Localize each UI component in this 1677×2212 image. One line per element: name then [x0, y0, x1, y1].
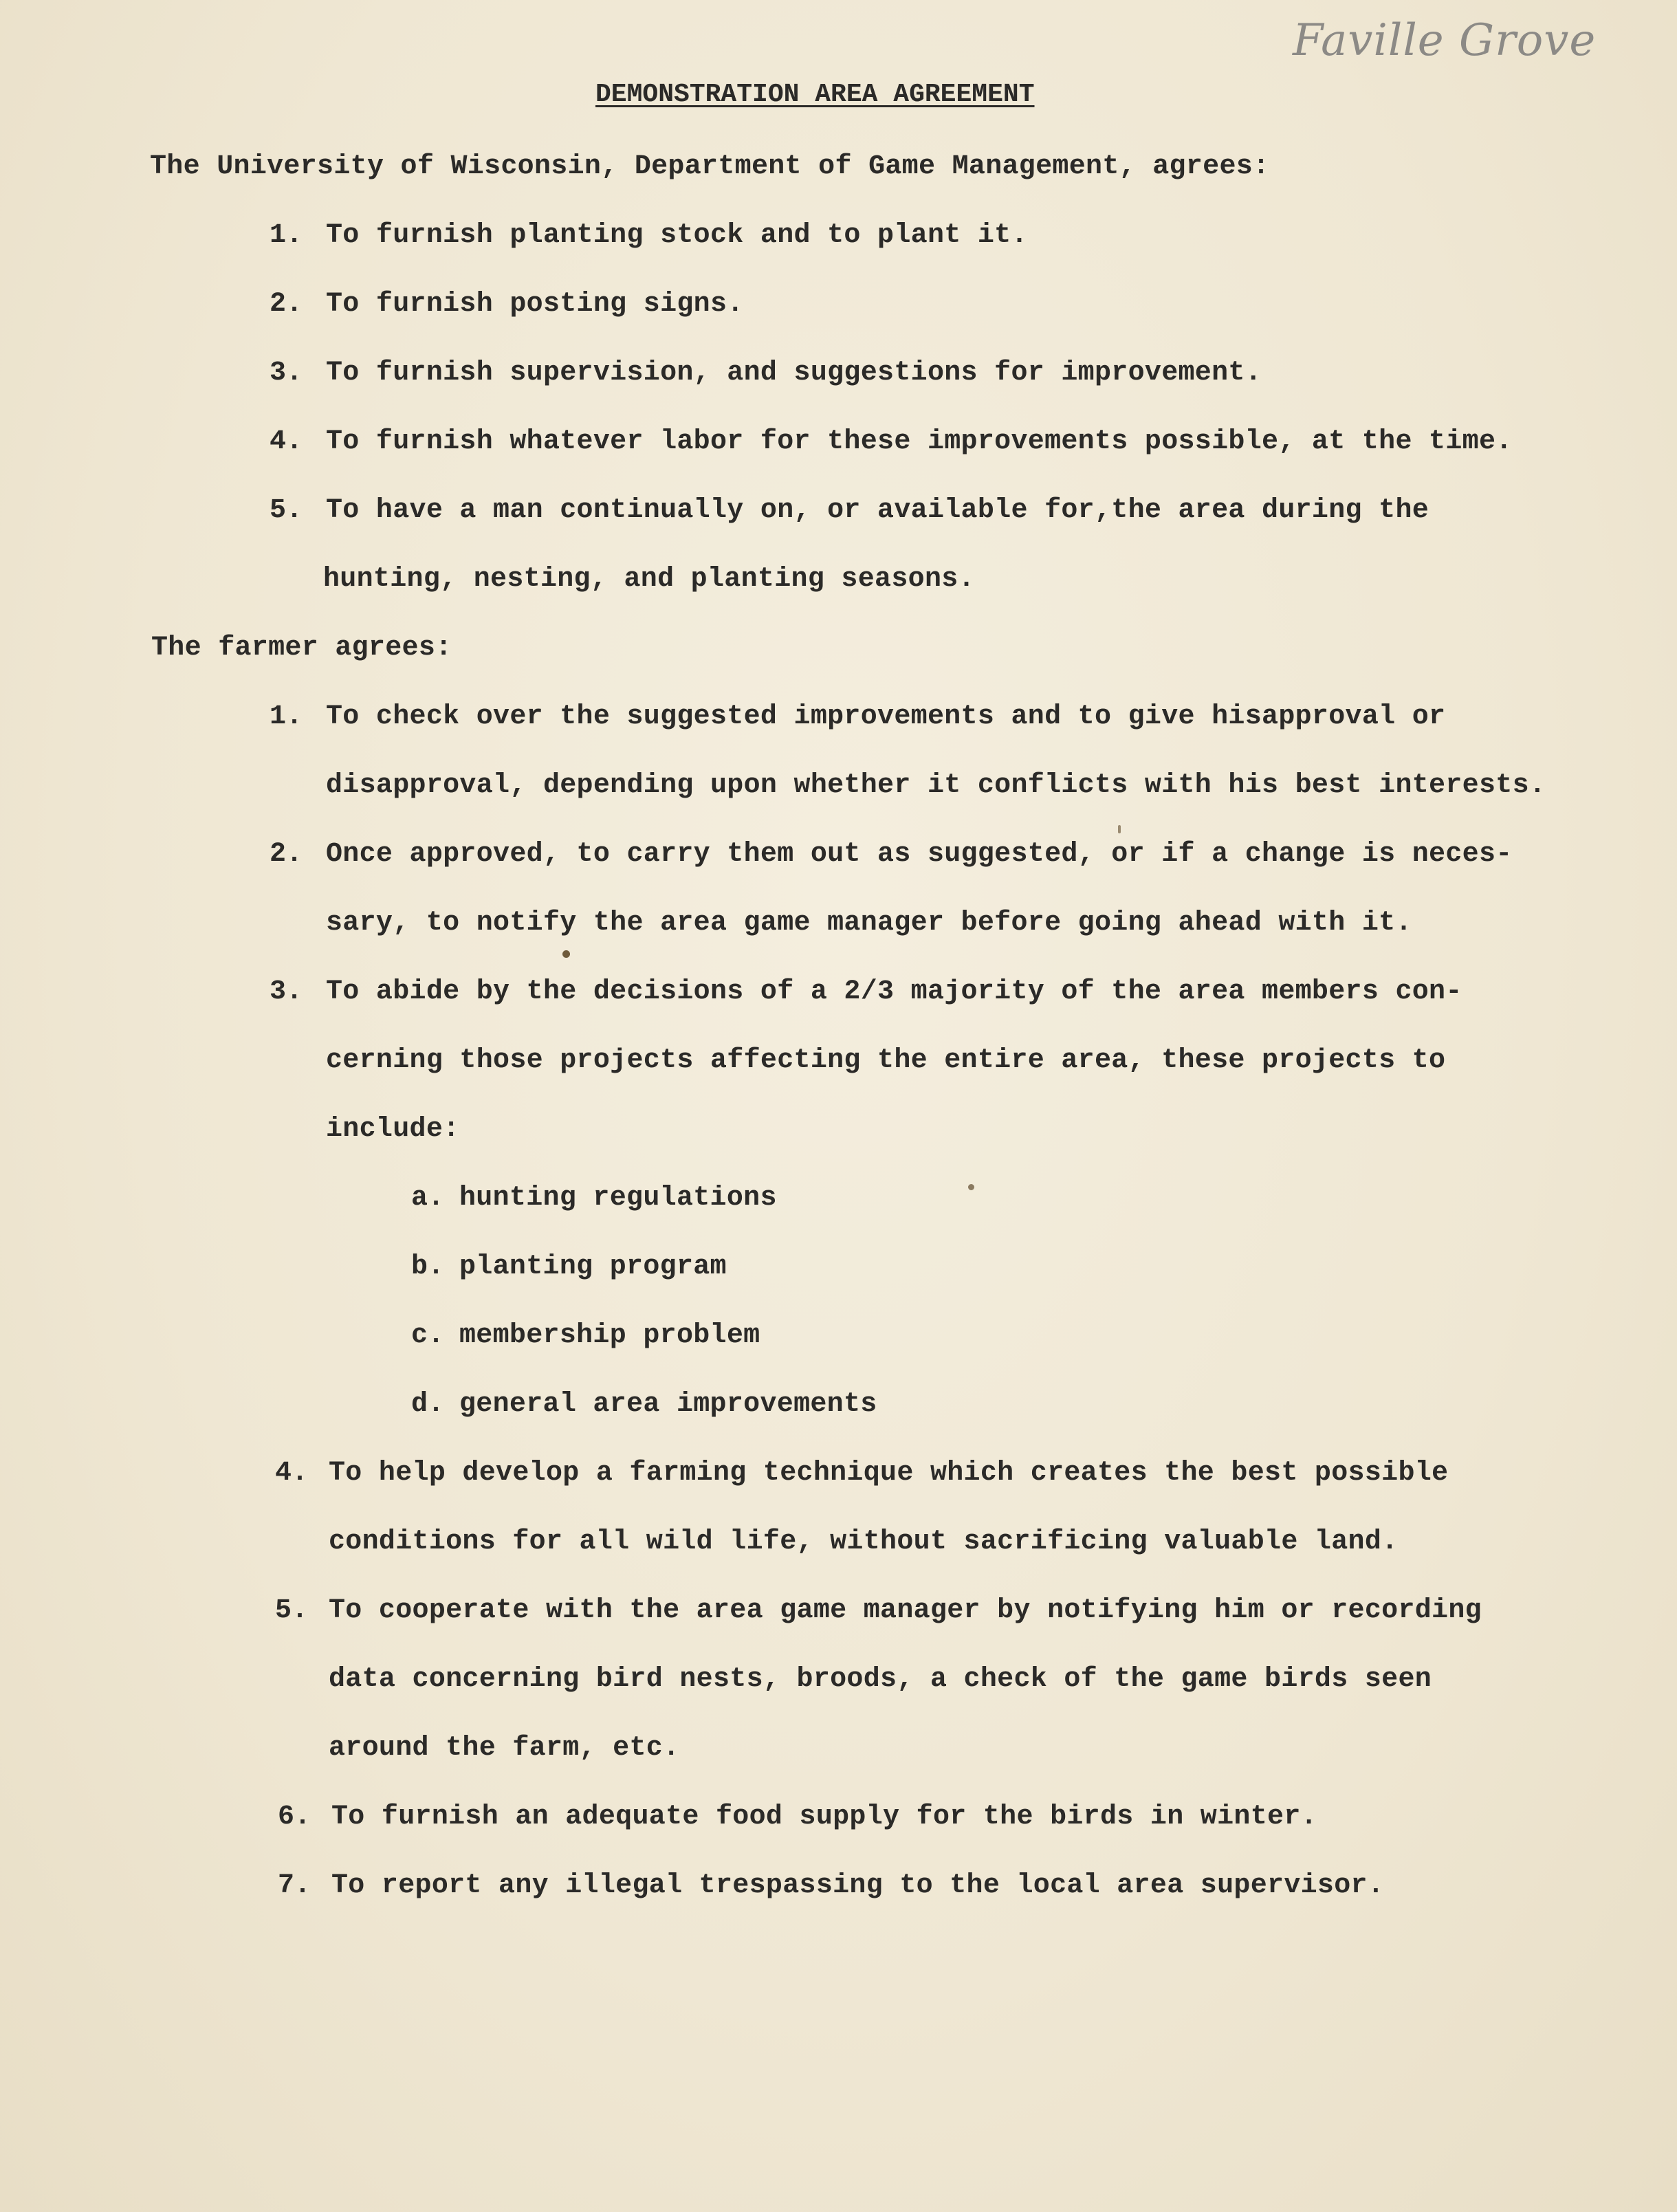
farmer-item-text: disapproval, depending upon whether it conflicts with his best interests. — [326, 770, 1546, 801]
farmer-item-number: 1. — [270, 701, 303, 732]
subitem-letter: b. — [411, 1251, 445, 1282]
farmer-item-text: sary, to notify the area game manager before going ahead with it. — [326, 908, 1412, 939]
ink-speck — [562, 950, 570, 958]
farmer-item-text: To abide by the decisions of a 2/3 majority of the area members con- — [326, 976, 1462, 1007]
university-item-number: 4. — [270, 426, 303, 457]
farmer-item-text: conditions for all wild life, without sacrificing valuable land. — [329, 1526, 1399, 1557]
farmer-item-text: around the farm, etc. — [329, 1733, 680, 1764]
farmer-item-number: 3. — [270, 976, 303, 1007]
subitem-text: membership problem — [459, 1320, 760, 1351]
subitem-letter: c. — [411, 1320, 445, 1351]
farmer-item-text: Once approved, to carry them out as suggested, or if a change is neces- — [326, 839, 1513, 870]
university-item-number: 2. — [270, 289, 303, 320]
farmer-item-text: To report any illegal trespassing to the local area supervisor. — [331, 1870, 1385, 1901]
university-item-text: To have a man continually on, or available for,the area during the — [326, 495, 1429, 526]
subitem-text: planting program — [459, 1251, 727, 1282]
farmer-item-text: data concerning bird nests, broods, a check of the game birds seen — [329, 1664, 1432, 1695]
subitem-text: general area improvements — [459, 1389, 877, 1420]
university-item-text: To furnish planting stock and to plant it. — [326, 220, 1028, 251]
farmer-item-number: 4. — [275, 1458, 309, 1489]
ink-speck — [1118, 825, 1121, 833]
farmer-item-text: To cooperate with the area game manager by notifying him or recording — [329, 1595, 1482, 1626]
subitem-letter: d. — [411, 1389, 445, 1420]
document-title: DEMONSTRATION AREA AGREEMENT — [595, 80, 1035, 109]
farmer-item-number: 5. — [275, 1595, 309, 1626]
university-item-text: hunting, nesting, and planting seasons. — [323, 564, 975, 595]
university-item-text: To furnish posting signs. — [326, 289, 744, 320]
ink-speck — [968, 1184, 974, 1190]
farmer-item-text: To help develop a farming technique which creates the best possible — [329, 1458, 1449, 1489]
handwritten-annotation: Faville Grove — [1293, 15, 1597, 66]
farmer-intro: The farmer agrees: — [151, 633, 452, 664]
university-intro: The University of Wisconsin, Department of Game Management, agrees: — [150, 151, 1270, 182]
subitem-letter: a. — [411, 1183, 445, 1214]
university-item-number: 5. — [270, 495, 303, 526]
subitem-text: hunting regulations — [459, 1183, 777, 1214]
farmer-item-text: To furnish an adequate food supply for the birds in winter. — [331, 1802, 1317, 1832]
university-item-number: 1. — [270, 220, 303, 251]
farmer-item-text: include: — [326, 1114, 460, 1145]
university-item-text: To furnish supervision, and suggestions for improvement. — [326, 358, 1262, 388]
university-item-text: To furnish whatever labor for these improvements possible, at the time. — [326, 426, 1513, 457]
university-item-number: 3. — [270, 358, 303, 388]
farmer-item-number: 2. — [270, 839, 303, 870]
farmer-item-number: 6. — [278, 1802, 311, 1832]
farmer-item-text: cerning those projects affecting the entire area, these projects to — [326, 1045, 1446, 1076]
farmer-item-number: 7. — [278, 1870, 311, 1901]
farmer-item-text: To check over the suggested improvements and to give hisapproval or — [326, 701, 1446, 732]
